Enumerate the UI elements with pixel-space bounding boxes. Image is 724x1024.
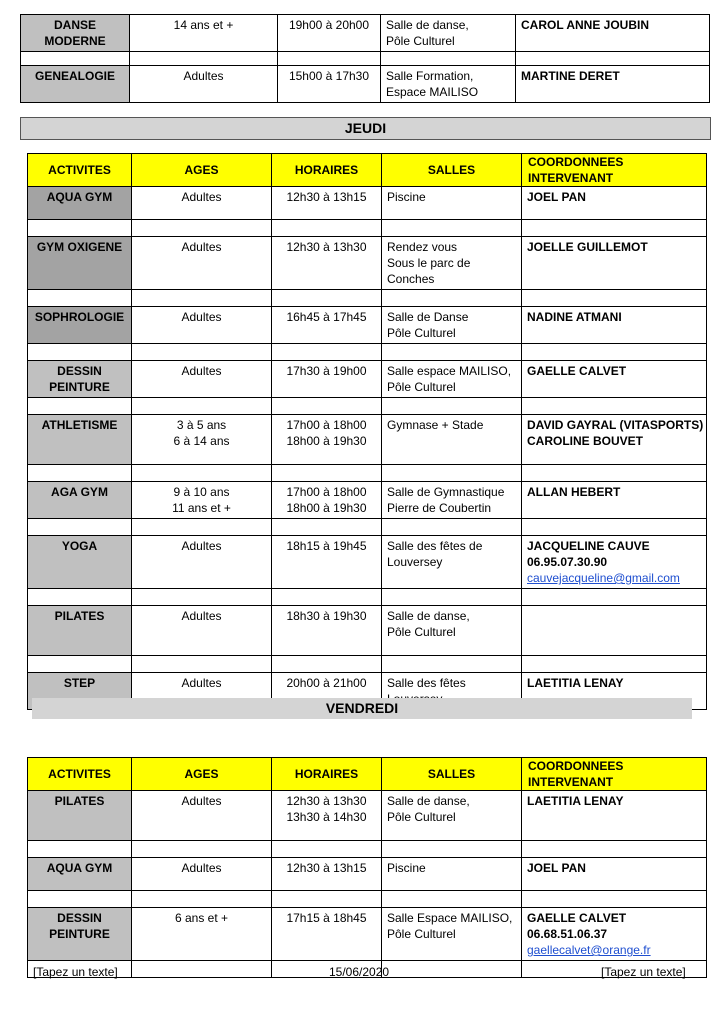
spacer-cell (28, 344, 132, 361)
hours-cell-line: 17h00 à 18h00 (286, 418, 367, 432)
room-cell-line: Pôle Culturel (387, 380, 456, 394)
hours-cell (272, 307, 382, 344)
activity-cell-line: PEINTURE (49, 380, 110, 394)
room-cell-line: Pôle Culturel (387, 625, 456, 639)
spacer-row (28, 656, 707, 673)
header-coordonnees: COORDONNEES INTERVENANT (522, 758, 707, 791)
spacer-cell (272, 589, 382, 606)
room-cell-line: Gymnase + Stade (387, 418, 484, 432)
table-row (28, 187, 707, 220)
activity-cell-line: YOGA (61, 539, 98, 553)
activity-cell-line: DANSE (53, 18, 96, 32)
hours-cell (272, 482, 382, 519)
hours-cell-line: 19h00 à 20h00 (288, 18, 370, 32)
jeudi-table-body (28, 154, 707, 710)
ages-cell-line: Adultes (181, 190, 222, 204)
ages-cell-line: Adultes (181, 676, 222, 690)
room-cell (382, 858, 522, 891)
email-link[interactable]: gaellecalvet@orange.fr (527, 943, 651, 957)
room-cell-line: Piscine (387, 861, 426, 875)
spacer-cell (28, 220, 132, 237)
spacer-cell (522, 220, 707, 237)
spacer-cell (522, 344, 707, 361)
ages-cell (132, 536, 272, 589)
vendredi-table (27, 757, 707, 978)
spacer-cell (272, 656, 382, 673)
table-row (28, 237, 707, 290)
hours-cell (272, 361, 382, 398)
hours-cell-line: 13h30 à 14h30 (286, 810, 367, 824)
spacer-row (28, 519, 707, 536)
vendredi-table-body (28, 758, 707, 978)
spacer-row (28, 841, 707, 858)
table-header-row (28, 154, 707, 187)
ages-cell-line: 3 à 5 ans (176, 418, 227, 432)
spacer-cell (272, 290, 382, 307)
spacer-cell (28, 589, 132, 606)
hours-cell-line: 17h30 à 19h00 (286, 364, 367, 378)
room-cell-line: Pôle Culturel (387, 326, 456, 340)
room-cell-line: Pôle Culturel (387, 927, 456, 941)
contact-cell (516, 15, 710, 52)
room-cell-line: Conches (387, 272, 435, 286)
contact-cell-line: JOEL PAN (527, 190, 586, 204)
ages-cell-line: 6 ans et + (174, 911, 229, 925)
room-cell-line: Salle de danse, (386, 18, 469, 32)
hours-cell-line: 12h30 à 13h30 (286, 794, 367, 808)
spacer-cell (522, 589, 707, 606)
spacer-cell (28, 465, 132, 482)
contact-cell (522, 187, 707, 220)
ages-cell-line: Adultes (181, 861, 222, 875)
ages-cell (130, 66, 278, 103)
spacer-cell (272, 465, 382, 482)
ages-cell-line: 6 à 14 ans (173, 434, 230, 448)
activity-cell-line: DESSIN (57, 364, 102, 378)
room-cell-line: Pierre de Coubertin (387, 501, 492, 515)
spacer-cell (28, 891, 132, 908)
contact-cell-line: CAROL ANNE JOUBIN (521, 18, 650, 32)
ages-cell-line: Adultes (183, 69, 224, 83)
room-cell-line: Salle des fêtes (387, 676, 466, 690)
ages-cell (132, 361, 272, 398)
spacer-cell (522, 841, 707, 858)
header-activites: ACTIVITES (28, 154, 132, 187)
contact-cell-line: LAETITIA LENAY (527, 676, 624, 690)
spacer-cell (522, 465, 707, 482)
ages-cell (132, 606, 272, 656)
hours-cell (272, 536, 382, 589)
spacer-cell (132, 398, 272, 415)
table-row (28, 361, 707, 398)
ages-cell (132, 791, 272, 841)
room-cell-line: Salle de Danse (387, 310, 469, 324)
room-cell (381, 15, 516, 52)
room-cell (382, 606, 522, 656)
hours-cell (272, 415, 382, 465)
contact-cell (522, 361, 707, 398)
contact-cell-line: 06.68.51.06.37 (527, 927, 608, 941)
activity-cell-line: PILATES (54, 609, 105, 623)
hours-cell (272, 606, 382, 656)
ages-cell (132, 858, 272, 891)
activity-cell (28, 415, 132, 465)
spacer-cell (272, 519, 382, 536)
contact-cell-line: JOELLE GUILLEMOT (527, 240, 648, 254)
hours-cell (278, 15, 381, 52)
room-cell-line: Sous le parc de (387, 256, 471, 270)
contact-cell (522, 482, 707, 519)
spacer-cell (382, 290, 522, 307)
room-cell-line: Salle de danse, (387, 794, 470, 808)
activity-cell (28, 187, 132, 220)
ages-cell (130, 15, 278, 52)
spacer-cell (272, 841, 382, 858)
hours-cell-line: 18h15 à 19h45 (286, 539, 367, 553)
activity-cell (21, 66, 130, 103)
header-coordonnees: COORDONNEES INTERVENANT (522, 154, 707, 187)
spacer-cell (132, 891, 272, 908)
ages-cell (132, 908, 272, 961)
spacer-cell (522, 891, 707, 908)
table-row (28, 606, 707, 656)
spacer-row (28, 891, 707, 908)
hours-cell (272, 187, 382, 220)
spacer-row (28, 465, 707, 482)
spacer-row (28, 344, 707, 361)
contact-cell (522, 791, 707, 841)
room-cell (382, 482, 522, 519)
contact-cell (522, 415, 707, 465)
room-cell-line: Salle de danse, (387, 609, 470, 623)
activity-cell-line: SOPHROLOGIE (34, 310, 125, 324)
spacer-cell (272, 220, 382, 237)
activity-cell (28, 908, 132, 961)
spacer-cell (382, 344, 522, 361)
jeudi-table (27, 153, 707, 710)
contact-cell (522, 908, 707, 961)
activity-cell (28, 361, 132, 398)
room-cell (382, 908, 522, 961)
hours-cell (272, 908, 382, 961)
activity-cell-line: PILATES (54, 794, 105, 808)
ages-cell-line: 14 ans et + (173, 18, 234, 32)
activity-cell-line: GYM OXIGENE (36, 240, 123, 254)
room-cell (382, 536, 522, 589)
spacer-cell (382, 891, 522, 908)
spacer-cell (382, 398, 522, 415)
hours-cell-line: 17h15 à 18h45 (286, 911, 367, 925)
room-cell-line: Espace MAILISO (386, 85, 479, 99)
activity-cell-line: STEP (63, 676, 96, 690)
room-cell (382, 361, 522, 398)
room-cell-line: Salle espace MAILISO, (387, 364, 512, 378)
header-activites: ACTIVITES (28, 758, 132, 791)
room-cell (382, 237, 522, 290)
hours-cell-line: 18h00 à 19h30 (286, 501, 367, 515)
contact-cell (522, 858, 707, 891)
contact-cell (516, 66, 710, 103)
activity-cell (28, 482, 132, 519)
spacer-cell (130, 52, 278, 66)
activity-cell (28, 858, 132, 891)
header-salles: SALLES (382, 154, 522, 187)
contact-cell-line: NADINE ATMANI (527, 310, 622, 324)
spacer-cell (522, 656, 707, 673)
day-band-jeudi (20, 117, 711, 140)
day-band-vendredi (32, 698, 692, 719)
footer-left: [Tapez un texte] (33, 965, 118, 979)
footer-date: 15/06/2020 (329, 965, 390, 979)
ages-cell-line: 9 à 10 ans (173, 485, 230, 499)
activity-cell-line: GENEALOGIE (34, 69, 115, 83)
hours-cell (272, 237, 382, 290)
activity-cell-line: ATHLETISME (41, 418, 118, 432)
table-row (28, 415, 707, 465)
table-row (21, 66, 710, 103)
header-horaires: HORAIRES (272, 154, 382, 187)
activity-cell (28, 791, 132, 841)
room-cell-line: Pôle Culturel (387, 810, 456, 824)
spacer-cell (21, 52, 130, 66)
spacer-cell (28, 519, 132, 536)
spacer-row (28, 589, 707, 606)
activity-cell-line: AQUA GYM (46, 861, 113, 875)
header-horaires: HORAIRES (272, 758, 382, 791)
spacer-cell (272, 891, 382, 908)
activity-cell (28, 606, 132, 656)
table-row (28, 482, 707, 519)
room-cell (382, 307, 522, 344)
ages-cell (132, 482, 272, 519)
table-header-row (28, 758, 707, 791)
contact-cell-line: ALLAN HEBERT (527, 485, 621, 499)
room-cell-line: Pôle Culturel (386, 34, 455, 48)
spacer-cell (28, 656, 132, 673)
hours-cell-line: 12h30 à 13h15 (286, 190, 367, 204)
spacer-row (28, 398, 707, 415)
room-cell-line: Salle Formation, (386, 69, 474, 83)
top-table-body (21, 15, 710, 103)
table-row (28, 307, 707, 344)
activity-cell-line: MODERNE (44, 34, 106, 48)
contact-cell-line: JACQUELINE CAUVE (527, 539, 650, 553)
header-ages: AGES (132, 758, 272, 791)
room-cell (382, 415, 522, 465)
header-ages: AGES (132, 154, 272, 187)
contact-cell-line: MARTINE DERET (521, 69, 620, 83)
spacer-cell (132, 519, 272, 536)
spacer-cell (382, 841, 522, 858)
hours-cell-line: 18h00 à 19h30 (286, 434, 367, 448)
contact-cell (522, 606, 707, 656)
spacer-cell (278, 52, 381, 66)
room-cell (382, 791, 522, 841)
ages-cell-line: Adultes (181, 539, 222, 553)
spacer-cell (272, 344, 382, 361)
room-cell-line: Rendez vous (387, 240, 458, 254)
ages-cell-line: 11 ans et + (172, 501, 231, 515)
activity-cell-line: DESSIN (57, 911, 102, 925)
spacer-cell (382, 656, 522, 673)
spacer-cell (382, 589, 522, 606)
header-salles: SALLES (382, 758, 522, 791)
ages-cell-line: Adultes (181, 240, 222, 254)
spacer-cell (522, 290, 707, 307)
activity-cell-line: AQUA GYM (46, 190, 113, 204)
table-row (28, 791, 707, 841)
room-cell-line: Piscine (387, 190, 426, 204)
ages-cell (132, 307, 272, 344)
spacer-row (28, 290, 707, 307)
spacer-cell (522, 398, 707, 415)
spacer-cell (132, 656, 272, 673)
hours-cell-line: 17h00 à 18h00 (286, 485, 367, 499)
spacer-cell (132, 465, 272, 482)
activity-cell-line: AGA GYM (51, 485, 108, 499)
spacer-row (21, 52, 710, 66)
activity-cell (28, 536, 132, 589)
spacer-cell (382, 961, 522, 978)
spacer-cell (381, 52, 516, 66)
spacer-cell (132, 589, 272, 606)
footer-right: [Tapez un texte] (601, 965, 686, 979)
day-title: JEUDI (344, 120, 387, 136)
contact-cell (522, 307, 707, 344)
spacer-cell (516, 52, 710, 66)
table-row (28, 858, 707, 891)
ages-cell (132, 237, 272, 290)
hours-cell-line: 16h45 à 17h45 (286, 310, 367, 324)
hours-cell-line: 15h00 à 17h30 (288, 69, 370, 83)
contact-cell-line: JOEL PAN (527, 861, 586, 875)
contact-cell-line: GAELLE CALVET (527, 911, 627, 925)
spacer-cell (132, 290, 272, 307)
activity-cell-line: PEINTURE (49, 927, 110, 941)
table-row (21, 15, 710, 52)
spacer-cell (132, 220, 272, 237)
spacer-cell (382, 519, 522, 536)
ages-cell-line: Adultes (181, 310, 222, 324)
ages-cell (132, 415, 272, 465)
spacer-cell (382, 465, 522, 482)
ages-cell (132, 187, 272, 220)
room-cell-line: Salle de Gymnastique (387, 485, 505, 499)
contact-cell-line: LAETITIA LENAY (527, 794, 624, 808)
activity-cell (28, 237, 132, 290)
activity-cell (21, 15, 130, 52)
room-cell (382, 187, 522, 220)
contact-cell (522, 536, 707, 589)
contact-cell-line: DAVID GAYRAL (VITASPORTS) (527, 418, 704, 432)
top-continuation-table (20, 14, 710, 103)
ages-cell-line: Adultes (181, 609, 222, 623)
spacer-cell (132, 344, 272, 361)
hours-cell-line: 12h30 à 13h30 (286, 240, 367, 254)
room-cell-line: Louversey (387, 555, 443, 569)
table-row (28, 908, 707, 961)
table-row (28, 536, 707, 589)
hours-cell (272, 858, 382, 891)
ages-cell-line: Adultes (181, 794, 222, 808)
day-title: VENDREDI (325, 700, 399, 716)
hours-cell (278, 66, 381, 103)
contact-cell-line: GAELLE CALVET (527, 364, 627, 378)
spacer-cell (132, 961, 272, 978)
activity-cell (28, 307, 132, 344)
spacer-cell (132, 841, 272, 858)
hours-cell-line: 20h00 à 21h00 (286, 676, 367, 690)
hours-cell-line: 12h30 à 13h15 (286, 861, 367, 875)
hours-cell (272, 791, 382, 841)
spacer-cell (382, 220, 522, 237)
spacer-cell (272, 398, 382, 415)
ages-cell-line: Adultes (181, 364, 222, 378)
contact-cell-line: 06.95.07.30.90 (527, 555, 608, 569)
spacer-cell (28, 398, 132, 415)
room-cell-line: Salle Espace MAILISO, (387, 911, 513, 925)
spacer-row (28, 220, 707, 237)
spacer-cell (28, 841, 132, 858)
spacer-cell (28, 290, 132, 307)
room-cell (381, 66, 516, 103)
spacer-cell (522, 519, 707, 536)
hours-cell-line: 18h30 à 19h30 (286, 609, 367, 623)
email-link[interactable]: cauvejacqueline@gmail.com (527, 571, 680, 585)
room-cell-line: Salle des fêtes de (387, 539, 483, 553)
contact-cell (522, 237, 707, 290)
contact-cell-line: CAROLINE BOUVET (527, 434, 644, 448)
